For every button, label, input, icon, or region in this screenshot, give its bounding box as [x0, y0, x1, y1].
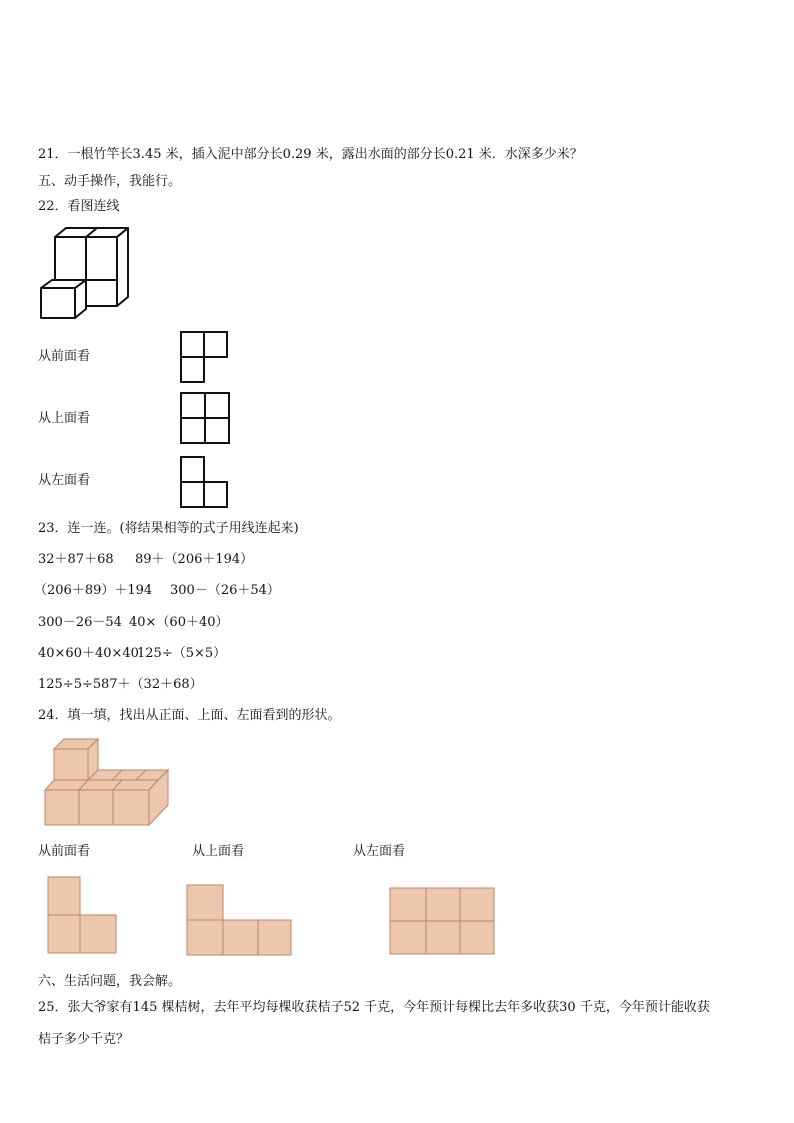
q23-right-expr-2: 300－（26＋54）	[170, 583, 280, 598]
q23-left-expr-1: 32＋87＋68	[38, 552, 114, 567]
q22-3d-cube-figure	[38, 225, 133, 323]
q24-view-shape-2	[186, 884, 294, 958]
question-25-line-1: 25．张大爷家有145 棵桔树，去年平均每棵收获桔子52 千克，今年预计每棵比去年多收获30 千克，今年预计能收获	[38, 1000, 710, 1015]
q23-right-expr-5: 87＋（32＋68）	[101, 677, 203, 692]
q23-left-expr-4: 40×60＋40×40	[38, 646, 139, 661]
question-21: 21．一根竹竿长3.45 米，插入泥中部分长0.29 米，露出水面的部分长0.21 米．水深多少米？	[38, 147, 583, 162]
section-5-title: 五、动手操作，我能行。	[38, 174, 182, 189]
q22-label-front: 从前面看	[38, 349, 91, 364]
q22-label-top: 从上面看	[38, 411, 91, 426]
question-22-title: 22．看图连线	[38, 199, 120, 214]
section-6-title: 六、生活问题，我会解。	[38, 974, 182, 989]
q22-label-left: 从左面看	[38, 473, 91, 488]
q22-view-shape-3	[179, 455, 231, 509]
question-24-title: 24．填一填，找出从正面、上面、左面看到的形状。	[38, 708, 341, 723]
q23-left-expr-5: 125÷5÷5	[38, 677, 102, 692]
q24-label-top: 从上面看	[192, 844, 245, 859]
q23-left-expr-2: （206＋89）＋194	[34, 583, 153, 598]
q22-view-shape-1	[179, 330, 231, 384]
q23-right-expr-4: 125÷（5×5）	[137, 646, 227, 661]
q23-right-expr-1: 89＋（206＋194）	[135, 552, 254, 567]
question-23-title: 23．连一连。(将结果相等的式子用线连起来)	[38, 521, 299, 536]
q24-view-shape-3	[389, 887, 497, 957]
q24-label-front: 从前面看	[38, 844, 91, 859]
q22-view-shape-2	[179, 391, 231, 445]
q24-3d-cube-figure	[42, 737, 172, 829]
question-25-line-2: 桔子多少千克？	[38, 1032, 130, 1047]
q23-left-expr-3: 300－26－54	[38, 615, 122, 630]
q23-right-expr-3: 40×（60＋40）	[129, 615, 229, 630]
q24-label-left: 从左面看	[353, 844, 406, 859]
q24-view-shape-1	[47, 876, 119, 956]
